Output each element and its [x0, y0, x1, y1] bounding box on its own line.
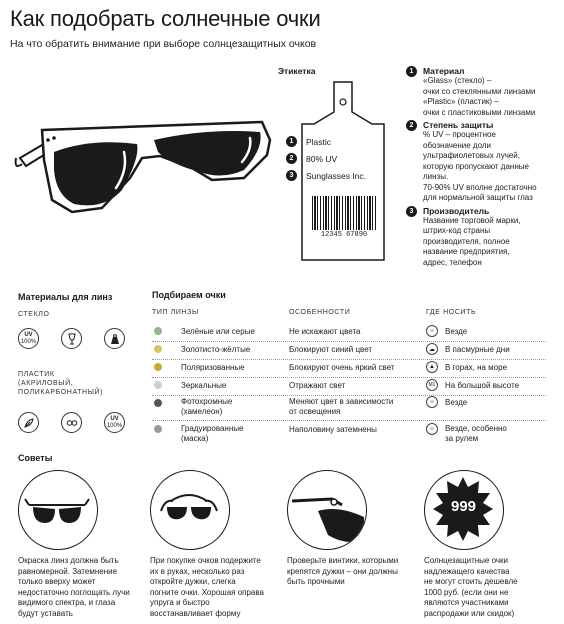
lightweight-feather-icon	[18, 412, 39, 433]
lens-type-line: Градуированные	[181, 424, 244, 433]
lens-color-dot	[154, 399, 162, 407]
tip-line: крепятся дужки – они должны	[287, 566, 398, 576]
choose-title: Подбираем очки	[152, 290, 226, 300]
label-line-text: Sunglasses Inc.	[306, 170, 367, 181]
row-divider	[152, 420, 546, 421]
lens-feature: Блокируют синий цвет	[289, 345, 373, 354]
info-line: штрих-код страны	[423, 226, 491, 235]
lens-where: В пасмурные дни	[445, 345, 510, 354]
label-line-1	[286, 136, 331, 147]
lens-color-dot	[154, 345, 162, 353]
number-badge-2: 2	[286, 153, 297, 164]
lens-type: Золотисто-жёлтые	[181, 345, 251, 354]
tip-line: равномерной. Затемнение	[18, 566, 118, 576]
col-features: ОСОБЕННОСТИ	[289, 309, 351, 316]
glass-fragile-icon	[61, 328, 82, 349]
number-badge-3: 3	[286, 170, 297, 181]
info-line: линзы.	[423, 172, 449, 181]
label-line-3	[286, 170, 366, 181]
lens-feature	[289, 397, 393, 417]
info-material	[406, 66, 562, 118]
label-line-text: Plastic	[306, 136, 332, 147]
lens-type-line: Фотохромные	[181, 397, 233, 406]
lens-type	[181, 397, 232, 417]
tips-title: Советы	[18, 453, 53, 463]
col-where: ГДЕ НОСИТЬ	[426, 309, 477, 316]
plastic-label-line: ПЛАСТИК	[18, 371, 55, 378]
uv-percent: 100%	[20, 338, 37, 345]
info-line: ультрафиолетовых лучей,	[423, 151, 520, 160]
tip-text-1	[18, 556, 146, 619]
info-body	[423, 76, 535, 118]
tip-line: не могут стоить дешевле	[424, 577, 518, 586]
lens-type: Поляризованные	[181, 363, 245, 372]
lens-feature: Отражают свет	[289, 381, 346, 390]
tip-line: только вверху может	[18, 577, 96, 586]
row-divider	[152, 395, 546, 396]
uv-text: UV	[110, 415, 119, 422]
uv-protection-icon	[18, 328, 39, 349]
plastic-label-line: (АКРИЛОВЫЙ,	[18, 380, 74, 387]
lens-color-dot	[154, 363, 162, 371]
sunglasses-illustration	[12, 100, 277, 250]
info-line: 70-90% UV вполне достаточно	[423, 182, 537, 192]
info-title: Материал	[423, 66, 465, 76]
plastic-icons	[18, 412, 125, 433]
plastic-label	[18, 370, 103, 397]
lens-feature: Наполовину затемнены	[289, 425, 377, 434]
tip-line: откройте дужки, слегка	[150, 577, 236, 586]
info-title: Производитель	[423, 205, 490, 216]
sun-icon: ☼	[426, 325, 438, 337]
info-line: «Glass» (стекло) –	[423, 76, 492, 85]
cloud-icon: ☁	[426, 343, 438, 355]
info-column	[406, 66, 562, 268]
page-title: Как подобрать солнечные очки	[10, 6, 321, 31]
lens-where-line: Везде, особенно	[445, 424, 507, 433]
tip-flexible-frame-illustration	[150, 470, 230, 550]
barcode-number: 12345 67890	[320, 231, 368, 239]
info-line: адрес, телефон	[423, 257, 482, 267]
tip-text-2	[150, 556, 284, 619]
lens-type-line: (маска)	[181, 434, 209, 443]
tip-line: быть прочными	[287, 577, 345, 586]
tip-line: будут уставать	[18, 608, 73, 618]
row-divider	[152, 341, 546, 342]
row-divider	[152, 377, 546, 378]
tip-line: Солнцезащитные очки	[424, 556, 508, 565]
tip-line: являются участниками	[424, 598, 509, 607]
tip-line: При покупке очков подержите	[150, 556, 261, 565]
label-line-text: 80% UV	[306, 153, 338, 164]
lens-where: Везде	[445, 327, 468, 336]
heavy-weight-icon	[104, 328, 125, 349]
info-line: которую пропускают данные	[423, 161, 529, 171]
altitude-icon: M1	[426, 379, 438, 391]
tip-line: Проверьте винтики, которыми	[287, 556, 399, 565]
tip-line: их в руках, несколько раз	[150, 566, 245, 576]
glass-icons	[18, 328, 125, 349]
number-badge-1: 1	[406, 66, 417, 77]
lens-type-line: (хамелеон)	[181, 407, 223, 416]
uv-protection-icon	[104, 412, 125, 433]
glass-label: СТЕКЛО	[18, 311, 50, 318]
page-subtitle: На что обратить внимание при выборе солнцезащитных очков	[10, 38, 317, 50]
info-line: обозначение доли	[423, 140, 492, 150]
number-badge-3: 3	[406, 206, 417, 217]
tip-line: надлежащего качества	[424, 566, 510, 576]
price-badge-text: 999	[450, 498, 477, 515]
lens-color-dot	[154, 381, 162, 389]
row-divider	[152, 359, 546, 360]
tip-line: видимого спектра, и глаза	[18, 598, 116, 607]
uv-percent: 100%	[106, 422, 123, 429]
info-line: для нормальной защиты глаз	[423, 193, 533, 202]
info-body	[423, 216, 521, 269]
tip-line: погните очки. Хорошая оправа	[150, 587, 264, 597]
tip-line: распродажи или скидок)	[424, 608, 515, 618]
info-line: очки с пластиковыми линзами	[423, 107, 536, 117]
sun-icon: ☼	[426, 396, 438, 408]
tip-uniform-tint-illustration	[18, 470, 98, 550]
info-line: название предприятия,	[423, 247, 510, 256]
lens-feature: Блокируют очень яркий свет	[289, 363, 395, 372]
info-protection	[406, 120, 562, 204]
label-heading: Этикетка	[278, 66, 316, 76]
mountain-icon: ▲	[426, 361, 438, 373]
number-badge-2: 2	[406, 120, 417, 131]
label-line-2	[286, 153, 337, 164]
lens-where: На большой высоте	[445, 381, 520, 390]
tip-line: 1000 руб. (если они не	[424, 587, 509, 597]
lens-type: Зеркальные	[181, 381, 227, 390]
lens-type	[181, 424, 243, 444]
info-line: Название торговой марки,	[423, 215, 521, 225]
info-body	[423, 130, 537, 204]
lens-type: Зелёные или серые	[181, 327, 255, 336]
tip-price-illustration	[424, 470, 504, 550]
info-title: Степень защиты	[423, 120, 494, 130]
barcode	[312, 196, 376, 240]
number-badge-1: 1	[286, 136, 297, 147]
uv-text: UV	[24, 331, 33, 338]
lens-feature: Не искажают цвета	[289, 327, 361, 336]
info-line: % UV – процентное	[423, 130, 496, 139]
lens-feature-line: от освещения	[289, 407, 341, 416]
tip-text-4	[424, 556, 560, 619]
lens-color-dot	[154, 425, 162, 433]
lens-where-line: за рулем	[445, 434, 479, 443]
lens-where	[445, 424, 507, 444]
sun-icon: ☼	[426, 423, 438, 435]
lens-feature-line: Меняют цвет в зависимости	[289, 397, 394, 406]
col-lens-type: ТИП ЛИНЗЫ	[152, 309, 199, 316]
lens-color-dot	[154, 327, 162, 335]
tip-text-3	[287, 556, 421, 588]
info-line: «Plastic» (пластик) –	[423, 97, 499, 106]
lens-where: В горах, на море	[445, 363, 508, 372]
tip-line: Окраска линз должна быть	[18, 556, 119, 565]
tip-hinge-screws-illustration	[287, 470, 367, 550]
info-line: производителя, полное	[423, 236, 510, 246]
tip-line: упруга и быстро	[150, 598, 210, 607]
tip-line: восстанавливает форму	[150, 608, 241, 618]
materials-title: Материалы для линз	[18, 292, 113, 302]
tip-line: недостаточно поглощать лучи	[18, 587, 130, 597]
lens-where: Везде	[445, 398, 468, 407]
info-manufacturer	[406, 206, 562, 269]
info-line: очки со стеклянными линзами	[423, 86, 536, 96]
plastic-label-line: ПОЛИКАРБОНАТНЫЙ)	[18, 389, 104, 396]
shatterproof-glasses-icon	[61, 412, 82, 433]
